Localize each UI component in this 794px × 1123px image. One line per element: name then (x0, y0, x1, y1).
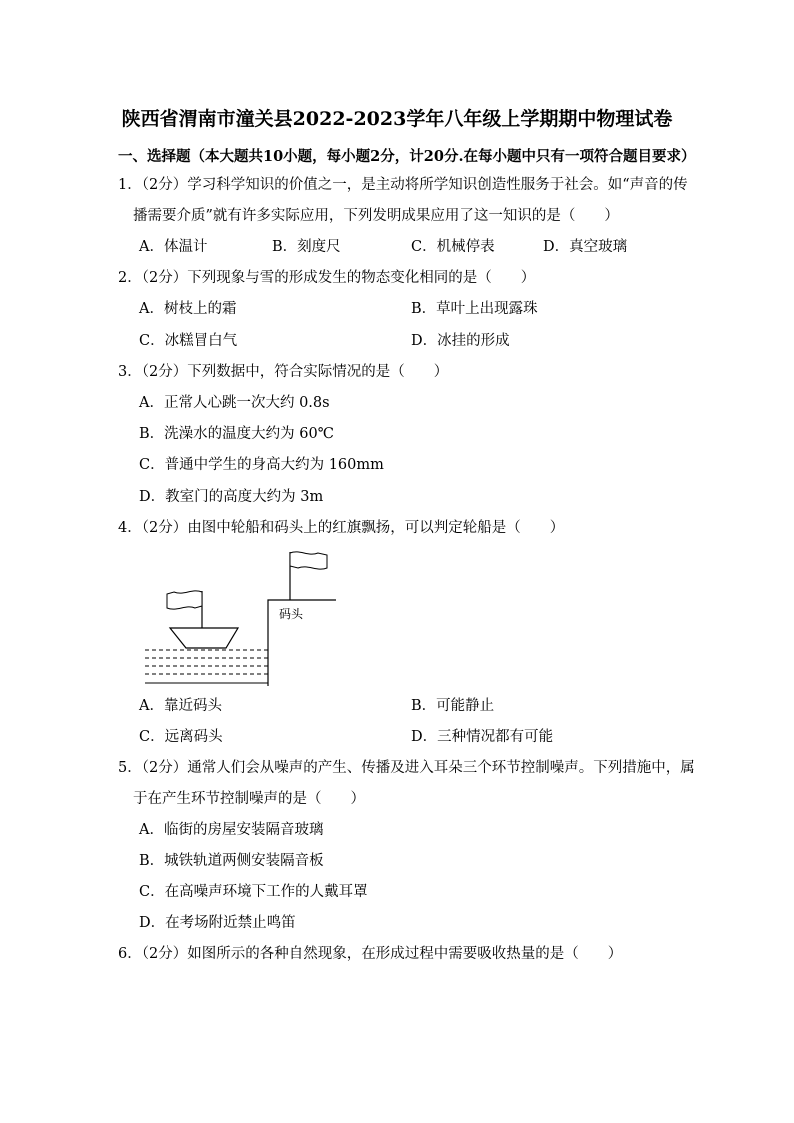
dock-label: 码头 (279, 607, 304, 621)
question-5-option-d: D．在考场附近禁止鸣笛 (139, 915, 296, 931)
question-4-option-a: A．靠近码头 (139, 698, 222, 714)
question-3-option-d: D．教室门的高度大约为 3m (139, 489, 324, 505)
question-5-option-b: B．城铁轨道两侧安装隔音板 (139, 853, 324, 869)
document-title: 陕西省渭南市潼关县2022-2023学年八年级上学期期中物理试卷 (121, 108, 673, 130)
question-1-option-d: D．真空玻璃 (543, 239, 628, 255)
question-2-option-d: D．冰挂的形成 (411, 333, 510, 349)
question-4-option-c: C．远离码头 (139, 729, 223, 745)
question-2-stem: 2．（2分）下列现象与雪的形成发生的物态变化相同的是（ ） (118, 270, 536, 286)
question-2-option-a: A．树枝上的霜 (139, 301, 237, 317)
water-surface (145, 650, 268, 683)
question-4-option-b: B．可能静止 (411, 698, 495, 714)
question-2-option-b: B．草叶上出现露珠 (411, 301, 538, 317)
question-1-option-c: C．机械停表 (411, 239, 495, 255)
question-3-option-c: C．普通中学生的身高大约为 160mm (139, 457, 384, 473)
question-5-stem-line1: 5．（2分）通常人们会从噪声的产生、传播及进入耳朵三个环节控制噪声。下列措施中，属 (118, 760, 695, 776)
question-1-stem-line2: 播需要介质”就有许多实际应用，下列发明成果应用了这一知识的是（ ） (133, 208, 619, 224)
question-6-stem: 6．（2分）如图所示的各种自然现象，在形成过程中需要吸收热量的是（ ） (118, 946, 623, 962)
ship-hull (170, 628, 238, 648)
question-1-option-b: B．刻度尺 (272, 239, 341, 255)
question-4-stem: 4．（2分）由图中轮船和码头上的红旗飘扬，可以判定轮船是（ ） (118, 520, 565, 536)
question-1-stem-line1: 1．（2分）学习科学知识的价值之一，是主动将所学知识创造性服务于社会。如“声音的传 (118, 177, 688, 193)
ship-flag (167, 591, 202, 609)
question-5-option-a: A．临街的房屋安装隔音玻璃 (139, 822, 324, 838)
question-2-option-c: C．冰糕冒白气 (139, 333, 238, 349)
question-3-option-a: A．正常人心跳一次大约 0.8s (139, 395, 330, 411)
ship-dock-figure (140, 546, 440, 691)
question-3-option-b: B．洗澡水的温度大约为 60℃ (139, 426, 334, 442)
question-5-option-c: C．在高噪声环境下工作的人戴耳罩 (139, 884, 368, 900)
ship-dock-diagram (140, 546, 440, 691)
question-1-option-a: A．体温计 (139, 239, 208, 255)
question-4-option-d: D．三种情况都有可能 (411, 729, 554, 745)
dock-flag (290, 552, 327, 569)
question-3-stem: 3．（2分）下列数据中，符合实际情况的是（ ） (118, 364, 449, 380)
section-heading: 一、选择题（本大题共10小题，每小题2分，计20分.在每小题中只有一项符合题目要求） (118, 148, 696, 165)
question-5-stem-line2: 于在产生环节控制噪声的是（ ） (133, 791, 365, 807)
